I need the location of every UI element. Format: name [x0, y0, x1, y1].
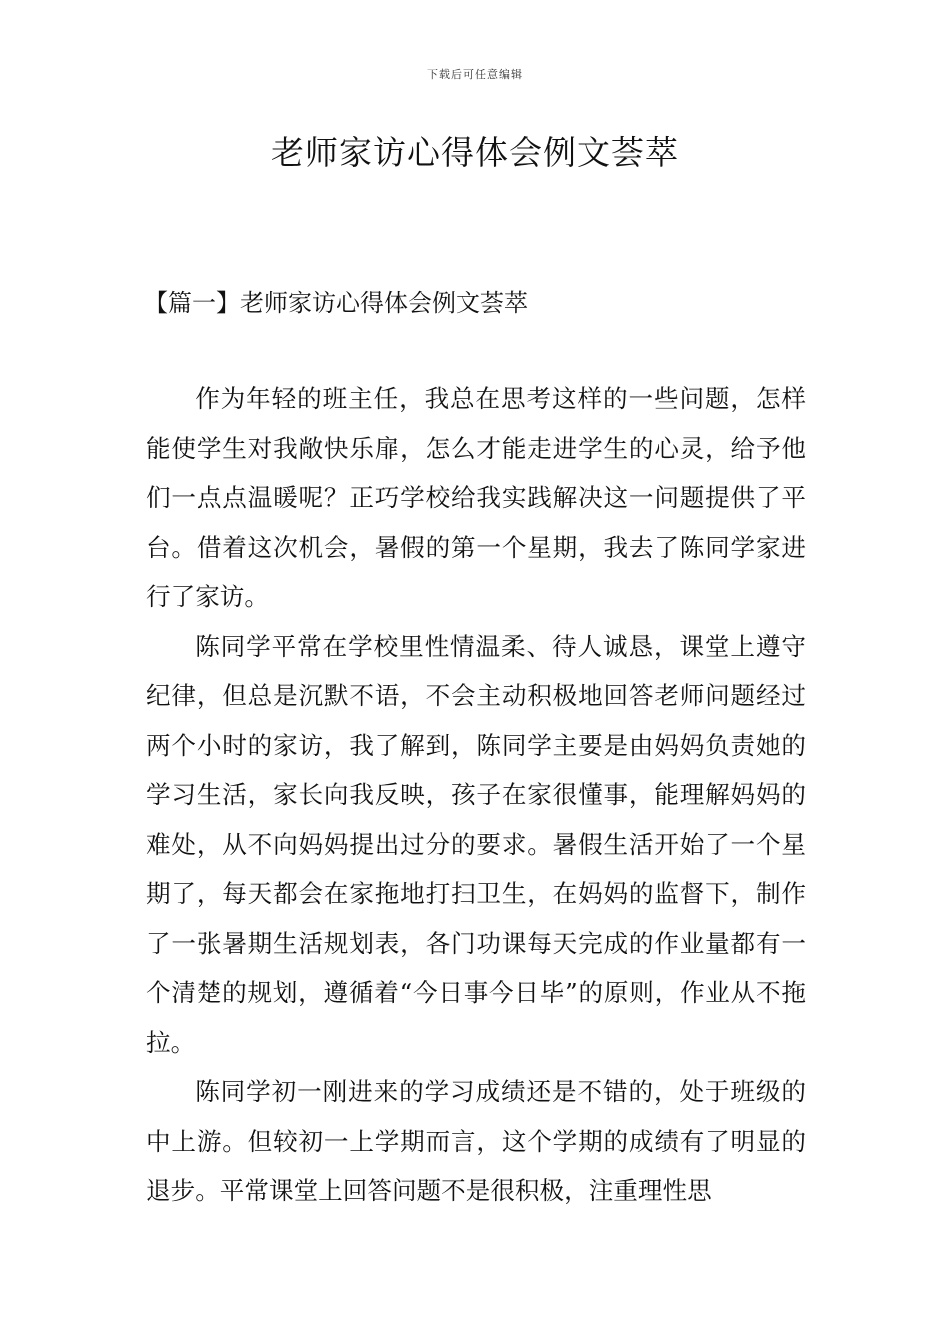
paragraph: 陈同学平常在学校里性情温柔、待人诚恳，课堂上遵守纪律，但总是沉默不语，不会主动积极地回答老师问题经过两个小时的家访，我了解到，陈同学主要是由妈妈负责她的学习生活，家长向我反映，孩子在家很懂事，能理解妈妈的难处，从不向妈妈提出过分的要求。暑假生活开始了一个星期了，每天都会在家拖地打扫卫生，在妈妈的监督下，制作了一张暑期生活规划表，各门功课每天完成的作业量都有一个清楚的规划，遵循着“今日事今日毕”的原则，作业从不拖拉。 [146, 631, 806, 1057]
page-title: 老师家访心得体会例文荟萃 [271, 133, 679, 172]
body-text [146, 374, 806, 1216]
section-heading: 【篇一】老师家访心得体会例文荟萃 [144, 289, 528, 317]
header-note: 下载后可任意编辑 [427, 68, 523, 81]
paragraph: 陈同学初一刚进来的学习成绩还是不错的，处于班级的中上游。但较初一上学期而言，这个学期的成绩有了明显的退步。平常课堂上回答问题不是很积极，注重理性思 [146, 1077, 806, 1205]
paragraph: 作为年轻的班主任，我总在思考这样的一些问题，怎样能使学生对我敞快乐扉，怎么才能走进学生的心灵，给予他们一点点温暖呢？正巧学校给我实践解决这一问题提供了平台。借着这次机会，暑假的第一个星期，我去了陈同学家进行了家访。 [146, 384, 806, 611]
